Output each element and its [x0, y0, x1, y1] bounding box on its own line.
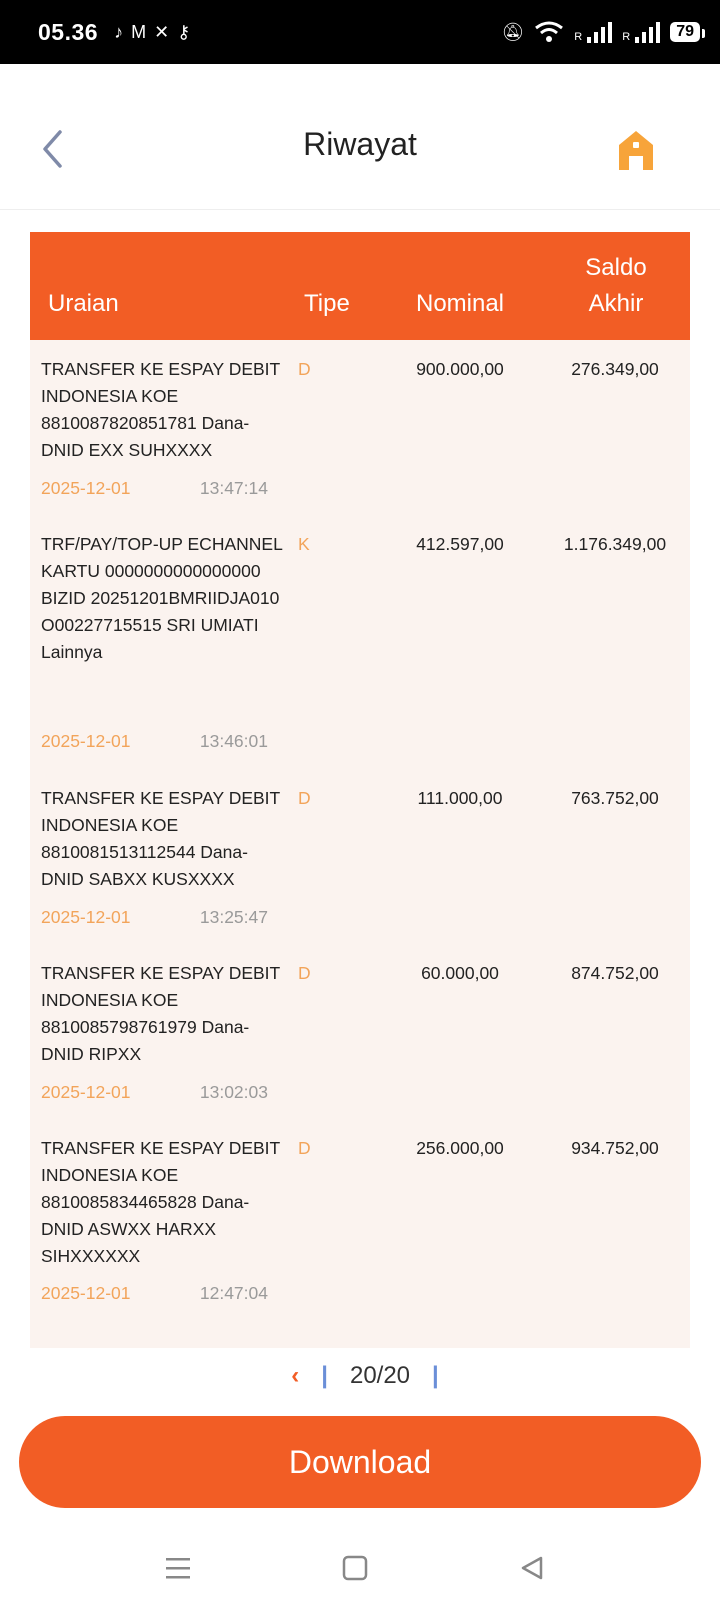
row-time: 13:25:47 — [199, 907, 268, 927]
key-icon: ⚷ — [177, 21, 191, 42]
muted-bird-icon: ✕ — [154, 21, 170, 42]
signal-2-icon — [622, 21, 660, 43]
row-time: 13:47:14 — [199, 478, 268, 498]
row-amount: 111.000,00 — [417, 788, 503, 808]
row-date: 2025-12-01 — [41, 478, 131, 498]
download-button[interactable]: Download — [19, 1416, 701, 1508]
table-row[interactable] — [30, 944, 690, 1119]
row-description: TRANSFER KE ESPAY DEBIT INDONESIA KOE 8810085834465828 Dana-DNID ASWXX HARXX SIHXXXXXX — [41, 1138, 280, 1266]
system-icons — [501, 21, 700, 43]
square-icon — [342, 1555, 368, 1581]
row-balance: 276.349,00 — [571, 359, 659, 379]
row-time: 13:02:03 — [199, 1082, 268, 1102]
row-description: TRANSFER KE ESPAY DEBIT INDONESIA KOE 8810085798761979 Dana-DNID RIPXX — [41, 963, 280, 1064]
wifi-icon — [534, 21, 564, 43]
row-type: D — [298, 788, 311, 808]
row-time: 13:46:01 — [199, 731, 268, 751]
triangle-back-icon — [519, 1555, 545, 1581]
mute-icon: 🔕︎ — [501, 21, 525, 42]
row-balance: 874.752,00 — [571, 963, 659, 983]
row-type: D — [298, 1138, 311, 1158]
bottom-panel — [0, 1398, 720, 1612]
prev-page-button[interactable]: ‹ — [291, 1362, 300, 1389]
gmail-icon: M — [131, 21, 147, 42]
table-row[interactable] — [30, 340, 690, 515]
status-bar — [0, 0, 720, 64]
home-button[interactable] — [616, 128, 656, 172]
app-header — [0, 64, 720, 210]
tiktok-icon: ♪ — [114, 21, 124, 42]
column-header-saldo-line2: Akhir — [588, 290, 644, 317]
row-description: TRANSFER KE ESPAY DEBIT INDONESIA KOE 8810087820851781 Dana-DNID EXX SUHXXXX — [41, 359, 280, 460]
table-header — [30, 232, 690, 340]
row-amount: 412.597,00 — [416, 534, 504, 554]
row-type: D — [298, 963, 311, 983]
row-date: 2025-12-01 — [41, 907, 131, 927]
column-header-uraian: Uraian — [48, 290, 119, 317]
signal-1-icon — [574, 21, 612, 43]
home-nav-button[interactable] — [335, 1548, 375, 1588]
table-row[interactable] — [30, 515, 690, 769]
pagination-separator: | — [432, 1362, 439, 1389]
battery-icon: 79 — [670, 22, 700, 42]
row-amount: 60.000,00 — [421, 963, 499, 983]
row-date: 2025-12-01 — [41, 731, 131, 751]
column-header-tipe: Tipe — [304, 290, 350, 317]
pagination-separator: | — [321, 1362, 328, 1389]
page-indicator: 20/20 — [349, 1362, 411, 1389]
row-amount: 256.000,00 — [416, 1138, 504, 1158]
transaction-table — [30, 232, 690, 1348]
signal-2-label: R — [622, 31, 631, 43]
row-date: 2025-12-01 — [41, 1082, 131, 1102]
pagination — [220, 1356, 510, 1396]
column-header-saldo-line1: Saldo — [585, 254, 647, 281]
status-time: 05.36 — [38, 18, 99, 45]
row-description: TRF/PAY/TOP-UP ECHANNEL KARTU 0000000000000000 BIZID 20251201BMRIIDJA010 O00227715515 SRI UMIATI Lainnya — [41, 534, 283, 662]
notification-icons — [114, 22, 190, 43]
row-type: K — [298, 534, 310, 554]
back-nav-button[interactable] — [512, 1548, 552, 1588]
row-balance: 1.176.349,00 — [563, 534, 667, 554]
page-title: Riwayat — [303, 126, 417, 162]
table-row[interactable] — [30, 769, 690, 944]
row-type: D — [298, 359, 311, 379]
home-icon — [616, 128, 656, 172]
row-balance: 934.752,00 — [571, 1138, 659, 1158]
system-nav-bar — [0, 1548, 720, 1598]
row-balance: 763.752,00 — [571, 788, 659, 808]
row-amount: 900.000,00 — [416, 359, 504, 379]
row-time: 12:47:04 — [199, 1283, 268, 1303]
row-date: 2025-12-01 — [41, 1283, 131, 1303]
menu-icon — [164, 1556, 192, 1580]
signal-1-label: R — [574, 31, 583, 43]
column-header-saldo-akhir — [542, 250, 690, 322]
column-header-nominal: Nominal — [415, 290, 505, 317]
row-description: TRANSFER KE ESPAY DEBIT INDONESIA KOE 8810081513112544 Dana-DNID SABXX KUSXXXX — [41, 788, 280, 889]
table-row[interactable] — [30, 1119, 690, 1347]
recent-apps-button[interactable] — [158, 1548, 198, 1588]
